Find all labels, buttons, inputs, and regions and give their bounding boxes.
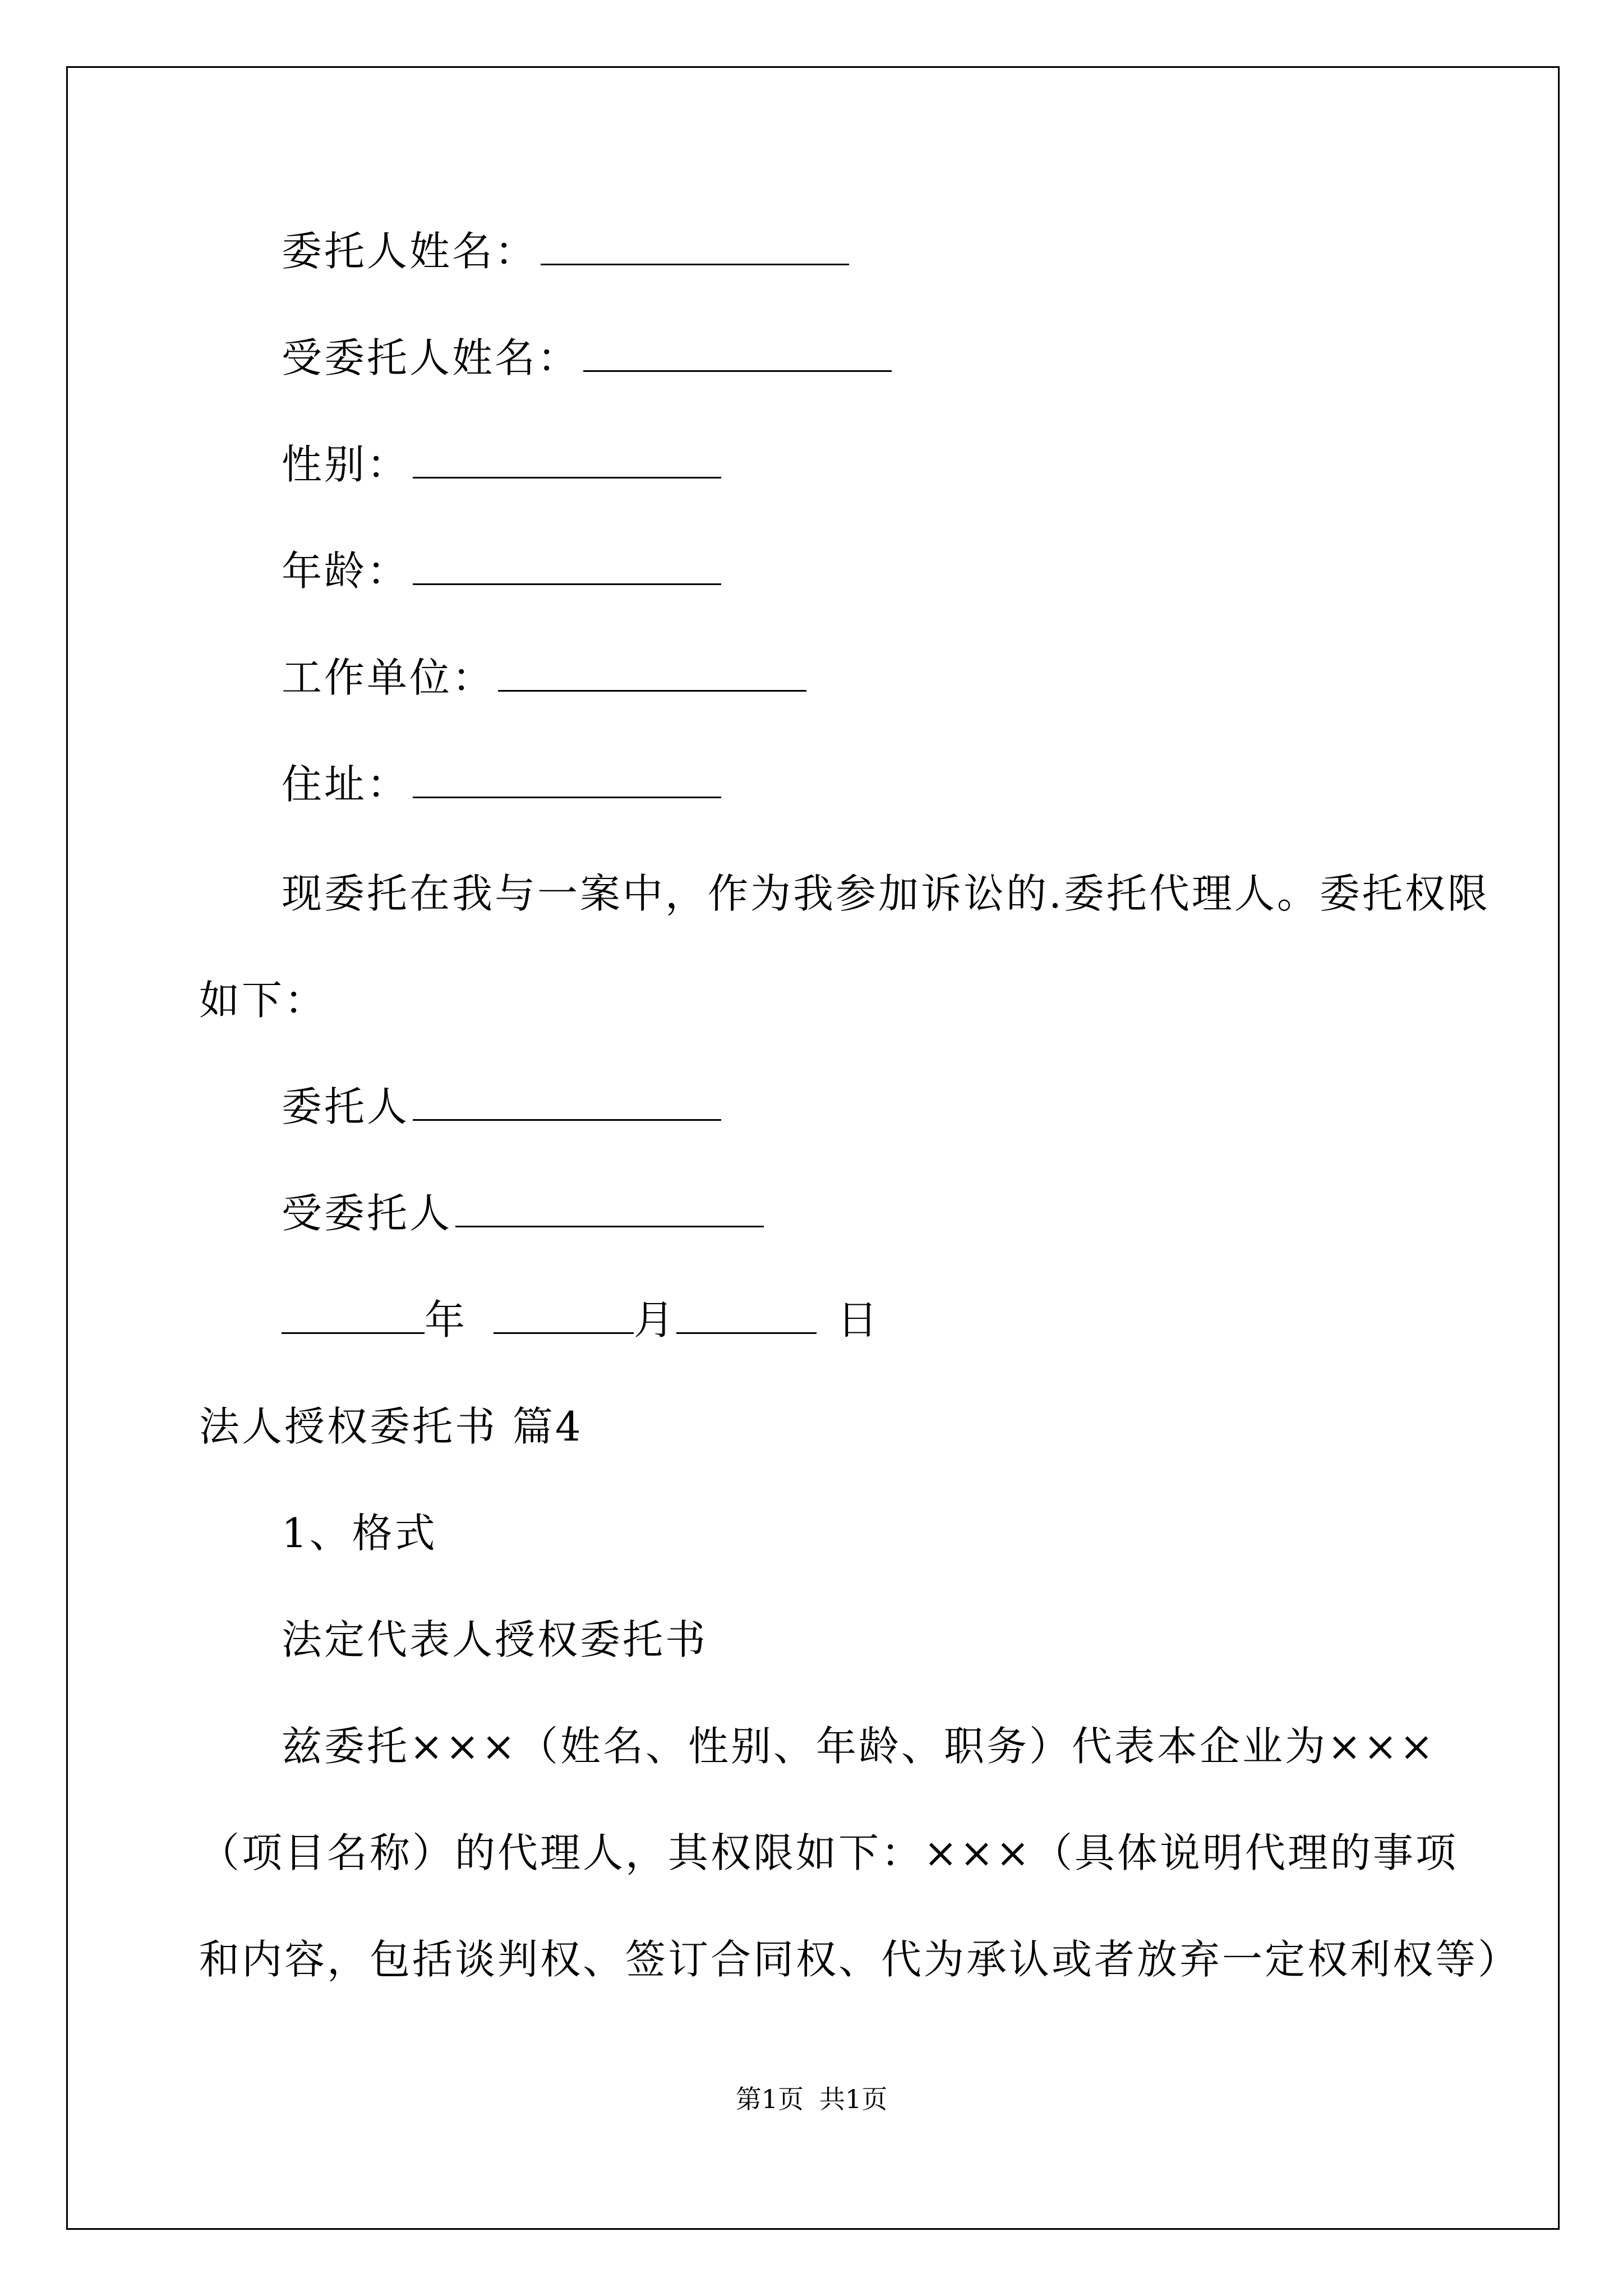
day-blank[interactable] bbox=[676, 1296, 817, 1334]
agent-signature-field bbox=[282, 1186, 764, 1240]
gender-blank[interactable] bbox=[413, 441, 721, 478]
age-blank[interactable] bbox=[413, 547, 721, 585]
principal-signature-label: 委托人 bbox=[282, 1083, 410, 1130]
agent-name-field bbox=[282, 331, 892, 385]
page-footer bbox=[0, 2082, 1623, 2116]
gender-field bbox=[282, 438, 721, 491]
agent-name-label: 受委托人姓名： bbox=[282, 334, 580, 381]
gender-label: 性别： bbox=[282, 441, 410, 488]
delegation-paragraph-line2: （项目名称）的代理人，其权限如下：×××（具体说明代理的事项 bbox=[199, 1829, 1458, 1876]
principal-name-field bbox=[282, 224, 849, 278]
section-subtitle: 法定代表人授权委托书 bbox=[282, 1616, 708, 1663]
section-item-1: 1、格式 bbox=[282, 1510, 437, 1557]
address-blank[interactable] bbox=[413, 761, 721, 798]
principal-name-label: 委托人姓名： bbox=[282, 228, 538, 275]
page-number: 第1页 bbox=[735, 2084, 804, 2114]
month-blank[interactable] bbox=[494, 1296, 634, 1334]
day-label: 日 bbox=[837, 1296, 880, 1343]
year-label: 年 bbox=[425, 1296, 468, 1343]
agent-signature-blank[interactable] bbox=[455, 1190, 764, 1227]
page-total: 共1页 bbox=[819, 2084, 888, 2114]
page-border bbox=[66, 66, 1560, 2230]
address-field bbox=[282, 757, 721, 811]
address-label: 住址： bbox=[282, 761, 410, 808]
agent-signature-label: 受委托人 bbox=[282, 1190, 453, 1237]
delegation-paragraph-line1: 兹委托×××（姓名、性别、年龄、职务）代表本企业为××× bbox=[282, 1723, 1436, 1770]
principal-signature-field bbox=[282, 1080, 721, 1134]
work-unit-blank[interactable] bbox=[498, 654, 806, 692]
age-label: 年龄： bbox=[282, 547, 410, 595]
delegation-paragraph-line3: 和内容，包括谈判权、签订合同权、代为承认或者放弃一定权利权等） bbox=[199, 1936, 1521, 1983]
work-unit-label: 工作单位： bbox=[282, 654, 495, 701]
agent-name-blank[interactable] bbox=[583, 334, 892, 372]
authorization-text-line1: 现委托在我与一案中，作为我参加诉讼的.委托代理人。委托权限 bbox=[282, 870, 1490, 917]
month-label: 月 bbox=[633, 1296, 676, 1343]
principal-signature-blank[interactable] bbox=[413, 1083, 721, 1121]
work-unit-field bbox=[282, 651, 806, 705]
section-heading: 法人授权委托书 篇4 bbox=[199, 1403, 583, 1450]
year-blank[interactable] bbox=[282, 1296, 425, 1334]
principal-name-blank[interactable] bbox=[541, 228, 849, 265]
date-field bbox=[282, 1293, 880, 1347]
age-field bbox=[282, 544, 721, 598]
authorization-text-line2: 如下： bbox=[199, 977, 328, 1024]
